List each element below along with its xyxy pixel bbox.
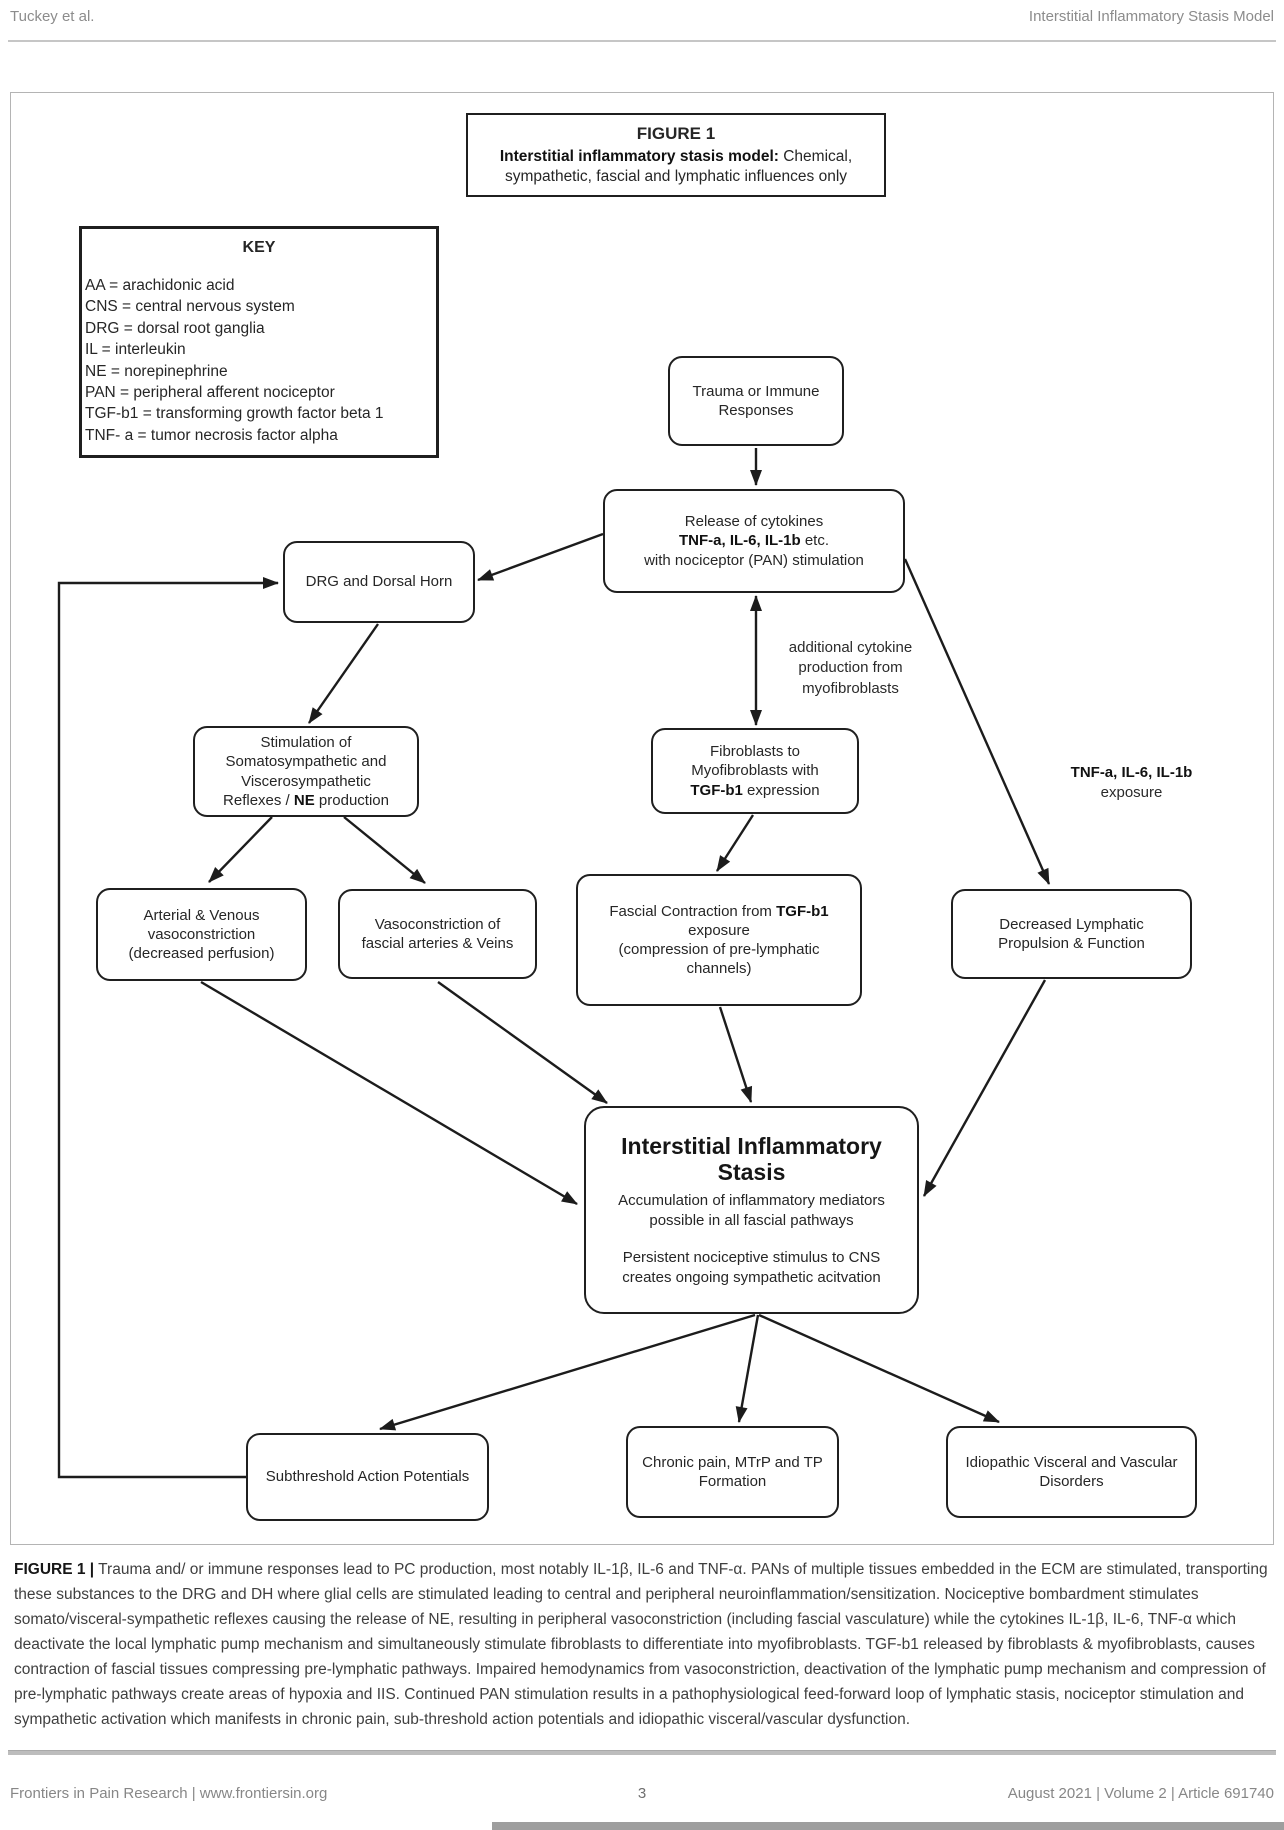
header-article-title: Interstitial Inflammatory Stasis Model <box>1028 8 1274 25</box>
arrow-fibroblasts-to-fascial-contraction <box>717 815 753 871</box>
node-fibroblasts-to-myofibroblasts: Fibroblasts to Myofibroblasts with TGF-b1 expression <box>651 728 859 814</box>
figure-caption-label: FIGURE 1 | <box>14 1561 95 1578</box>
node-chronic-pain: Chronic pain, MTrP and TP Formation <box>626 1426 839 1518</box>
header-rule <box>8 40 1276 42</box>
node-decreased-lymphatic: Decreased Lymphatic Propulsion & Function <box>951 889 1192 979</box>
key-entry: AA = arachidonic acid <box>85 277 235 295</box>
arrow-arterial-to-iis <box>201 982 577 1204</box>
label-additional-cytokine: additional cytokine production from myofibroblasts <box>788 639 913 697</box>
figure-title-number: FIGURE 1 <box>636 124 716 144</box>
key-entry: CNS = central nervous system <box>85 298 295 316</box>
key-entry: PAN = peripheral afferent nociceptor <box>85 383 335 401</box>
arrow-stimulation-to-fascial-vasoconstriction <box>344 817 425 883</box>
arrow-release-to-decreased-lymphatic <box>905 559 1049 884</box>
bottom-partial-bar <box>492 1822 1284 1830</box>
key-entry: TNF- a = tumor necrosis factor alpha <box>85 426 338 444</box>
node-arterial-venous-vasoconstriction: Arterial & Venous vasoconstriction (decreased perfusion) <box>96 888 307 981</box>
figure-caption-text: Trauma and/ or immune responses lead to PC production, most notably IL-1β, IL-6 and TNF-α. PANs of multiple tissues embedded in the ECM are stimulated, transporting these substances to the DRG and DH where glial cells are stimulated leading to central and peripheral neuroinflammation/sensitization. Nociceptive bombardment stimulates somato/visceral-sympathetic reflexes causing the release of NE, resulting in peripheral vasoconstriction (including fascial vasculature) while the cytokines IL-1β, IL-6, TNF-α which deactivate the local lymphatic pump mechanism and simultaneously stimulate fibroblasts to differentiate into myofibroblasts. TGF-b1 released by fibroblasts & myofibroblasts, causes contraction of fascial tissues compressing pre-lymphatic pathways. Impaired hemodynamics from vasoconstriction, deactivation of the lymphatic pump mechanism and compression of pre-lymphatic pathways create areas of hypoxia and IIS. Continued PAN stimulation results in a pathophysiological feed-forward loop of lymphatic stasis, nociceptor stimulation and sympathetic activation which manifests in chronic pain, sub-threshold action potentials and idiopathic visceral/vascular dysfunction. <box>14 1561 1268 1728</box>
key-entry: DRG = dorsal root ganglia <box>85 319 265 337</box>
arrow-release-to-drg <box>478 534 603 580</box>
figure-diagram <box>10 92 1274 1545</box>
arrow-iis-to-subthreshold <box>380 1315 755 1429</box>
node-fascial-contraction: Fascial Contraction from TGF-b1 exposure (compression of pre-lymphatic channels) <box>576 874 862 1006</box>
footer-issue: August 2021 | Volume 2 | Article 691740 <box>1007 1785 1274 1802</box>
running-header <box>10 8 1274 25</box>
running-footer <box>10 1785 1274 1802</box>
arrow-drg-to-stimulation <box>309 624 378 723</box>
arrow-fascial-contraction-to-iis <box>720 1007 751 1102</box>
figure-title-line3: sympathetic, fascial and lymphatic influences only <box>504 167 848 185</box>
key-heading: KEY <box>242 239 276 256</box>
figure-title-line2: Interstitial inflammatory stasis model: Chemical, <box>499 147 853 165</box>
node-release-of-cytokines: Release of cytokines TNF-a, IL-6, IL-1b etc. with nociceptor (PAN) stimulation <box>603 489 905 593</box>
node-idiopathic-disorders: Idiopathic Visceral and Vascular Disorders <box>946 1426 1197 1518</box>
key-entry: TGF-b1 = transforming growth factor beta 1 <box>85 405 384 423</box>
key-entry: IL = interleukin <box>85 341 186 359</box>
key-entry: NE = norepinephrine <box>85 362 228 380</box>
arrow-stimulation-to-arterial <box>209 817 272 882</box>
footer-journal: Frontiers in Pain Research | www.frontiersin.org <box>10 1785 328 1802</box>
caption-rule <box>8 1750 1276 1755</box>
arrow-iis-to-chronic-pain <box>739 1315 758 1422</box>
node-subthreshold-action-potentials: Subthreshold Action Potentials <box>246 1433 489 1521</box>
label-tnf-exposure: TNF-a, IL-6, IL-1b exposure <box>1070 764 1193 802</box>
node-fascial-vasoconstriction: Vasoconstriction of fascial arteries & Veins <box>338 889 537 979</box>
figure-title-box <box>466 113 886 197</box>
node-interstitial-inflammatory-stasis: Interstitial Inflammatory Stasis Accumulation of inflammatory mediators possible in all fascial pathways Persistent nociceptive stimulus to CNS creates ongoing sympathetic acitvation <box>584 1106 919 1314</box>
figure-caption <box>14 1557 1268 1732</box>
header-authors: Tuckey et al. <box>10 8 95 25</box>
node-drg-dorsal-horn: DRG and Dorsal Horn <box>283 541 475 623</box>
arrow-feedback-subthreshold-to-drg <box>59 583 278 1477</box>
node-trauma-or-immune: Trauma or Immune Responses <box>668 356 844 446</box>
footer-page-number: 3 <box>637 1785 647 1802</box>
arrow-iis-to-idiopathic <box>759 1315 999 1422</box>
node-stimulation-reflexes: Stimulation of Somatosympathetic and Viscerosympathetic Reflexes / NE production <box>193 726 419 817</box>
key-box <box>79 226 439 458</box>
arrow-decreased-lymphatic-to-iis <box>924 980 1045 1196</box>
